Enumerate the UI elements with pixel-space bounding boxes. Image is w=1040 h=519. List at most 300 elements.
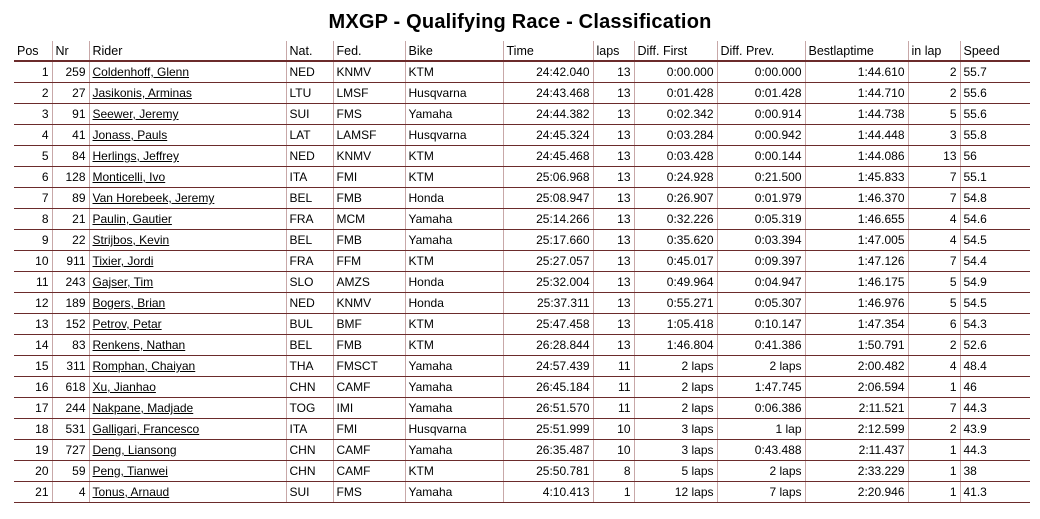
cell-diff-first: 2 laps: [634, 398, 717, 419]
cell-bike: KTM: [405, 167, 503, 188]
cell-nat: NED: [286, 293, 333, 314]
cell-laps: 1: [593, 482, 634, 503]
rider-link[interactable]: Coldenhoff, Glenn: [92, 65, 190, 79]
cell-rider: [89, 377, 286, 398]
cell-speed: 55.6: [960, 104, 1030, 125]
cell-diff-first: 0:03.428: [634, 146, 717, 167]
cell-time: 25:37.311: [503, 293, 593, 314]
cell-nat: BUL: [286, 314, 333, 335]
cell-pos: 10: [14, 251, 52, 272]
table-header-row: [14, 41, 1030, 61]
cell-in-lap: 2: [908, 83, 960, 104]
cell-pos: 11: [14, 272, 52, 293]
cell-bike: Yamaha: [405, 230, 503, 251]
cell-diff-first: 1:46.804: [634, 335, 717, 356]
column-header-bike: Bike: [405, 41, 503, 61]
cell-speed: 54.9: [960, 272, 1030, 293]
cell-best: 1:44.610: [805, 61, 908, 83]
cell-laps: 13: [593, 188, 634, 209]
cell-nat: SUI: [286, 104, 333, 125]
rider-link[interactable]: Galligari, Francesco: [92, 422, 200, 436]
table-row: [14, 314, 1030, 335]
cell-fed: FMB: [333, 230, 405, 251]
cell-fed: FMI: [333, 419, 405, 440]
cell-diff-prev: 7 laps: [717, 482, 805, 503]
cell-laps: 13: [593, 335, 634, 356]
cell-in-lap: 5: [908, 272, 960, 293]
cell-pos: 3: [14, 104, 52, 125]
cell-speed: 48.4: [960, 356, 1030, 377]
cell-best: 1:46.655: [805, 209, 908, 230]
cell-rider: [89, 419, 286, 440]
cell-time: 24:45.468: [503, 146, 593, 167]
cell-nat: LTU: [286, 83, 333, 104]
cell-time: 26:28.844: [503, 335, 593, 356]
cell-pos: 13: [14, 314, 52, 335]
cell-in-lap: 7: [908, 398, 960, 419]
cell-nr: 27: [52, 83, 89, 104]
cell-rider: [89, 335, 286, 356]
cell-fed: LMSF: [333, 83, 405, 104]
cell-laps: 13: [593, 293, 634, 314]
table-row: [14, 209, 1030, 230]
cell-nat: THA: [286, 356, 333, 377]
cell-bike: KTM: [405, 251, 503, 272]
cell-nat: ITA: [286, 167, 333, 188]
cell-pos: 7: [14, 188, 52, 209]
cell-nat: CHN: [286, 377, 333, 398]
table-row: [14, 167, 1030, 188]
cell-best: 1:46.175: [805, 272, 908, 293]
cell-time: 25:47.458: [503, 314, 593, 335]
cell-time: 24:44.382: [503, 104, 593, 125]
cell-speed: 55.6: [960, 83, 1030, 104]
cell-nr: 311: [52, 356, 89, 377]
cell-diff-first: 0:02.342: [634, 104, 717, 125]
cell-speed: 52.6: [960, 335, 1030, 356]
cell-nat: NED: [286, 146, 333, 167]
cell-fed: KNMV: [333, 61, 405, 83]
cell-speed: 55.8: [960, 125, 1030, 146]
cell-in-lap: 13: [908, 146, 960, 167]
cell-fed: FMS: [333, 104, 405, 125]
cell-bike: Husqvarna: [405, 125, 503, 146]
cell-rider: [89, 104, 286, 125]
cell-pos: 1: [14, 61, 52, 83]
cell-diff-prev: 0:00.942: [717, 125, 805, 146]
cell-nr: 89: [52, 188, 89, 209]
cell-in-lap: 1: [908, 482, 960, 503]
column-header-nat: Nat.: [286, 41, 333, 61]
rider-link[interactable]: Gajser, Tim: [92, 275, 154, 289]
cell-diff-prev: 0:04.947: [717, 272, 805, 293]
cell-bike: Honda: [405, 272, 503, 293]
column-header-rider: Rider: [89, 41, 286, 61]
cell-in-lap: 1: [908, 461, 960, 482]
rider-link[interactable]: Jasikonis, Arminas: [92, 86, 192, 100]
cell-fed: FMS: [333, 482, 405, 503]
cell-speed: 55.7: [960, 61, 1030, 83]
cell-bike: Yamaha: [405, 356, 503, 377]
cell-pos: 8: [14, 209, 52, 230]
cell-laps: 13: [593, 230, 634, 251]
table-row: [14, 104, 1030, 125]
cell-fed: KNMV: [333, 293, 405, 314]
cell-laps: 13: [593, 83, 634, 104]
cell-diff-prev: 0:00.144: [717, 146, 805, 167]
table-row: [14, 83, 1030, 104]
cell-diff-first: 0:26.907: [634, 188, 717, 209]
cell-nat: CHN: [286, 440, 333, 461]
cell-time: 24:45.324: [503, 125, 593, 146]
cell-diff-prev: 0:03.394: [717, 230, 805, 251]
cell-in-lap: 2: [908, 419, 960, 440]
cell-in-lap: 1: [908, 377, 960, 398]
cell-rider: [89, 230, 286, 251]
classification-table: [14, 41, 1030, 503]
cell-laps: 13: [593, 272, 634, 293]
cell-diff-prev: 1 lap: [717, 419, 805, 440]
cell-time: 24:57.439: [503, 356, 593, 377]
cell-bike: Yamaha: [405, 482, 503, 503]
cell-best: 2:06.594: [805, 377, 908, 398]
cell-bike: Yamaha: [405, 377, 503, 398]
cell-diff-prev: 0:43.488: [717, 440, 805, 461]
cell-bike: Honda: [405, 293, 503, 314]
cell-fed: KNMV: [333, 146, 405, 167]
cell-nat: SUI: [286, 482, 333, 503]
rider-link[interactable]: Petrov, Petar: [92, 317, 162, 331]
column-header-bestlaptime: Bestlaptime: [805, 41, 908, 61]
cell-nat: BEL: [286, 230, 333, 251]
cell-laps: 13: [593, 61, 634, 83]
cell-time: 24:43.468: [503, 83, 593, 104]
cell-diff-first: 3 laps: [634, 419, 717, 440]
cell-speed: 54.4: [960, 251, 1030, 272]
cell-fed: FMB: [333, 188, 405, 209]
cell-bike: KTM: [405, 314, 503, 335]
cell-time: 25:51.999: [503, 419, 593, 440]
cell-time: 25:17.660: [503, 230, 593, 251]
rider-link[interactable]: Bogers, Brian: [92, 296, 166, 310]
cell-time: 26:45.184: [503, 377, 593, 398]
cell-nat: NED: [286, 61, 333, 83]
rider-link[interactable]: Tonus, Arnaud: [92, 485, 170, 499]
cell-rider: [89, 251, 286, 272]
cell-speed: 43.9: [960, 419, 1030, 440]
rider-link[interactable]: Romphan, Chaiyan: [92, 359, 196, 373]
cell-best: 1:45.833: [805, 167, 908, 188]
cell-in-lap: 4: [908, 356, 960, 377]
table-row: [14, 482, 1030, 503]
cell-diff-prev: 0:06.386: [717, 398, 805, 419]
cell-nr: 243: [52, 272, 89, 293]
table-row: [14, 272, 1030, 293]
cell-laps: 11: [593, 377, 634, 398]
rider-link[interactable]: Renkens, Nathan: [92, 338, 186, 352]
cell-diff-first: 2 laps: [634, 356, 717, 377]
cell-nat: SLO: [286, 272, 333, 293]
cell-diff-prev: 0:00.914: [717, 104, 805, 125]
cell-best: 1:44.448: [805, 125, 908, 146]
table-row: [14, 461, 1030, 482]
cell-nr: 22: [52, 230, 89, 251]
cell-pos: 5: [14, 146, 52, 167]
rider-link[interactable]: Paulin, Gautier: [92, 212, 172, 226]
column-header-speed: Speed: [960, 41, 1030, 61]
cell-nr: 727: [52, 440, 89, 461]
cell-speed: 54.6: [960, 209, 1030, 230]
cell-speed: 41.3: [960, 482, 1030, 503]
column-header-laps: laps: [593, 41, 634, 61]
cell-diff-prev: 0:10.147: [717, 314, 805, 335]
cell-best: 2:20.946: [805, 482, 908, 503]
table-row: [14, 230, 1030, 251]
cell-rider: [89, 167, 286, 188]
cell-in-lap: 6: [908, 314, 960, 335]
cell-nr: 83: [52, 335, 89, 356]
column-header-diff-first: Diff. First: [634, 41, 717, 61]
table-row: [14, 293, 1030, 314]
rider-link[interactable]: Xu, Jianhao: [92, 380, 156, 394]
cell-best: 1:50.791: [805, 335, 908, 356]
table-row: [14, 188, 1030, 209]
cell-nr: 128: [52, 167, 89, 188]
cell-in-lap: 7: [908, 188, 960, 209]
cell-pos: 19: [14, 440, 52, 461]
cell-bike: Honda: [405, 188, 503, 209]
cell-bike: KTM: [405, 146, 503, 167]
cell-pos: 12: [14, 293, 52, 314]
cell-rider: [89, 146, 286, 167]
table-row: [14, 377, 1030, 398]
cell-laps: 13: [593, 251, 634, 272]
cell-nr: 531: [52, 419, 89, 440]
column-header-diff-prev: Diff. Prev.: [717, 41, 805, 61]
cell-diff-first: 1:05.418: [634, 314, 717, 335]
cell-laps: 13: [593, 314, 634, 335]
column-header-in-lap: in lap: [908, 41, 960, 61]
table-row: [14, 398, 1030, 419]
cell-in-lap: 2: [908, 61, 960, 83]
cell-time: 4:10.413: [503, 482, 593, 503]
cell-diff-prev: 0:00.000: [717, 61, 805, 83]
cell-diff-first: 12 laps: [634, 482, 717, 503]
cell-speed: 54.3: [960, 314, 1030, 335]
cell-pos: 9: [14, 230, 52, 251]
cell-in-lap: 5: [908, 104, 960, 125]
cell-speed: 54.8: [960, 188, 1030, 209]
cell-laps: 13: [593, 209, 634, 230]
rider-link[interactable]: Van Horebeek, Jeremy: [92, 191, 215, 205]
cell-time: 26:35.487: [503, 440, 593, 461]
table-row: [14, 419, 1030, 440]
column-header-pos: Pos: [14, 41, 52, 61]
cell-diff-prev: 1:47.745: [717, 377, 805, 398]
cell-nat: FRA: [286, 209, 333, 230]
cell-fed: CAMF: [333, 461, 405, 482]
table-row: [14, 440, 1030, 461]
cell-diff-prev: 0:21.500: [717, 167, 805, 188]
cell-diff-prev: 2 laps: [717, 356, 805, 377]
rider-link[interactable]: Monticelli, Ivo: [92, 170, 166, 184]
page-title: MXGP - Qualifying Race - Classification: [328, 11, 712, 33]
cell-nat: FRA: [286, 251, 333, 272]
table-row: [14, 61, 1030, 83]
cell-diff-first: 0:01.428: [634, 83, 717, 104]
rider-link[interactable]: Deng, Liansong: [92, 443, 177, 457]
cell-best: 1:47.126: [805, 251, 908, 272]
cell-pos: 6: [14, 167, 52, 188]
cell-pos: 17: [14, 398, 52, 419]
cell-rider: [89, 398, 286, 419]
cell-in-lap: 4: [908, 230, 960, 251]
cell-rider: [89, 188, 286, 209]
cell-time: 25:32.004: [503, 272, 593, 293]
cell-time: 25:06.968: [503, 167, 593, 188]
cell-diff-first: 0:55.271: [634, 293, 717, 314]
rider-link[interactable]: Tixier, Jordi: [92, 254, 154, 268]
cell-nr: 911: [52, 251, 89, 272]
cell-rider: [89, 482, 286, 503]
cell-rider: [89, 83, 286, 104]
cell-bike: KTM: [405, 335, 503, 356]
cell-best: 1:46.976: [805, 293, 908, 314]
cell-laps: 11: [593, 398, 634, 419]
cell-fed: FFM: [333, 251, 405, 272]
cell-nr: 91: [52, 104, 89, 125]
table-row: [14, 146, 1030, 167]
cell-diff-first: 0:32.226: [634, 209, 717, 230]
cell-speed: 46: [960, 377, 1030, 398]
cell-nr: 21: [52, 209, 89, 230]
cell-fed: CAMF: [333, 377, 405, 398]
cell-speed: 44.3: [960, 440, 1030, 461]
cell-fed: LAMSF: [333, 125, 405, 146]
cell-in-lap: 7: [908, 251, 960, 272]
cell-bike: Yamaha: [405, 440, 503, 461]
cell-rider: [89, 209, 286, 230]
cell-bike: KTM: [405, 461, 503, 482]
rider-link[interactable]: Jonass, Pauls: [92, 128, 168, 142]
cell-pos: 16: [14, 377, 52, 398]
cell-nr: 259: [52, 61, 89, 83]
cell-best: 2:11.521: [805, 398, 908, 419]
rider-link[interactable]: Herlings, Jeffrey: [92, 149, 179, 163]
cell-best: 2:33.229: [805, 461, 908, 482]
cell-best: 2:11.437: [805, 440, 908, 461]
cell-pos: 18: [14, 419, 52, 440]
cell-fed: IMI: [333, 398, 405, 419]
rider-link[interactable]: Seewer, Jeremy: [92, 107, 179, 121]
cell-best: 1:46.370: [805, 188, 908, 209]
rider-link[interactable]: Strijbos, Kevin: [92, 233, 170, 247]
rider-link[interactable]: Peng, Tianwei: [92, 464, 168, 478]
column-header-fed: Fed.: [333, 41, 405, 61]
cell-laps: 11: [593, 356, 634, 377]
cell-diff-first: 0:03.284: [634, 125, 717, 146]
cell-pos: 20: [14, 461, 52, 482]
cell-bike: Husqvarna: [405, 419, 503, 440]
cell-diff-prev: 0:05.307: [717, 293, 805, 314]
cell-nat: BEL: [286, 335, 333, 356]
cell-pos: 15: [14, 356, 52, 377]
cell-best: 2:12.599: [805, 419, 908, 440]
cell-fed: BMF: [333, 314, 405, 335]
cell-rider: [89, 461, 286, 482]
cell-time: 24:42.040: [503, 61, 593, 83]
cell-fed: FMI: [333, 167, 405, 188]
cell-in-lap: 1: [908, 440, 960, 461]
cell-diff-prev: 0:01.979: [717, 188, 805, 209]
cell-nat: ITA: [286, 419, 333, 440]
table-row: [14, 335, 1030, 356]
cell-nr: 59: [52, 461, 89, 482]
cell-fed: MCM: [333, 209, 405, 230]
rider-link[interactable]: Nakpane, Madjade: [92, 401, 194, 415]
cell-rider: [89, 293, 286, 314]
cell-best: 1:47.005: [805, 230, 908, 251]
cell-fed: FMB: [333, 335, 405, 356]
cell-diff-prev: 0:05.319: [717, 209, 805, 230]
table-row: [14, 251, 1030, 272]
cell-in-lap: 2: [908, 335, 960, 356]
cell-fed: FMSCT: [333, 356, 405, 377]
cell-in-lap: 5: [908, 293, 960, 314]
cell-laps: 13: [593, 104, 634, 125]
cell-best: 2:00.482: [805, 356, 908, 377]
cell-rider: [89, 125, 286, 146]
cell-nr: 41: [52, 125, 89, 146]
cell-diff-first: 0:49.964: [634, 272, 717, 293]
cell-rider: [89, 440, 286, 461]
cell-diff-first: 5 laps: [634, 461, 717, 482]
cell-bike: Yamaha: [405, 209, 503, 230]
cell-bike: Yamaha: [405, 104, 503, 125]
table-body: [14, 61, 1030, 503]
cell-pos: 14: [14, 335, 52, 356]
cell-diff-first: 2 laps: [634, 377, 717, 398]
cell-fed: CAMF: [333, 440, 405, 461]
cell-diff-prev: 0:09.397: [717, 251, 805, 272]
cell-diff-first: 0:35.620: [634, 230, 717, 251]
cell-laps: 13: [593, 125, 634, 146]
cell-speed: 38: [960, 461, 1030, 482]
cell-pos: 4: [14, 125, 52, 146]
cell-nr: 244: [52, 398, 89, 419]
cell-best: 1:44.086: [805, 146, 908, 167]
cell-nr: 84: [52, 146, 89, 167]
cell-nat: LAT: [286, 125, 333, 146]
column-header-nr: Nr: [52, 41, 89, 61]
cell-speed: 55.1: [960, 167, 1030, 188]
cell-diff-first: 3 laps: [634, 440, 717, 461]
cell-bike: Yamaha: [405, 398, 503, 419]
cell-rider: [89, 314, 286, 335]
cell-fed: AMZS: [333, 272, 405, 293]
cell-in-lap: 4: [908, 209, 960, 230]
cell-in-lap: 7: [908, 167, 960, 188]
cell-time: 25:14.266: [503, 209, 593, 230]
cell-diff-first: 0:24.928: [634, 167, 717, 188]
cell-rider: [89, 61, 286, 83]
cell-nr: 618: [52, 377, 89, 398]
cell-speed: 54.5: [960, 293, 1030, 314]
cell-diff-prev: 0:41.386: [717, 335, 805, 356]
cell-laps: 13: [593, 167, 634, 188]
cell-rider: [89, 272, 286, 293]
cell-time: 26:51.570: [503, 398, 593, 419]
